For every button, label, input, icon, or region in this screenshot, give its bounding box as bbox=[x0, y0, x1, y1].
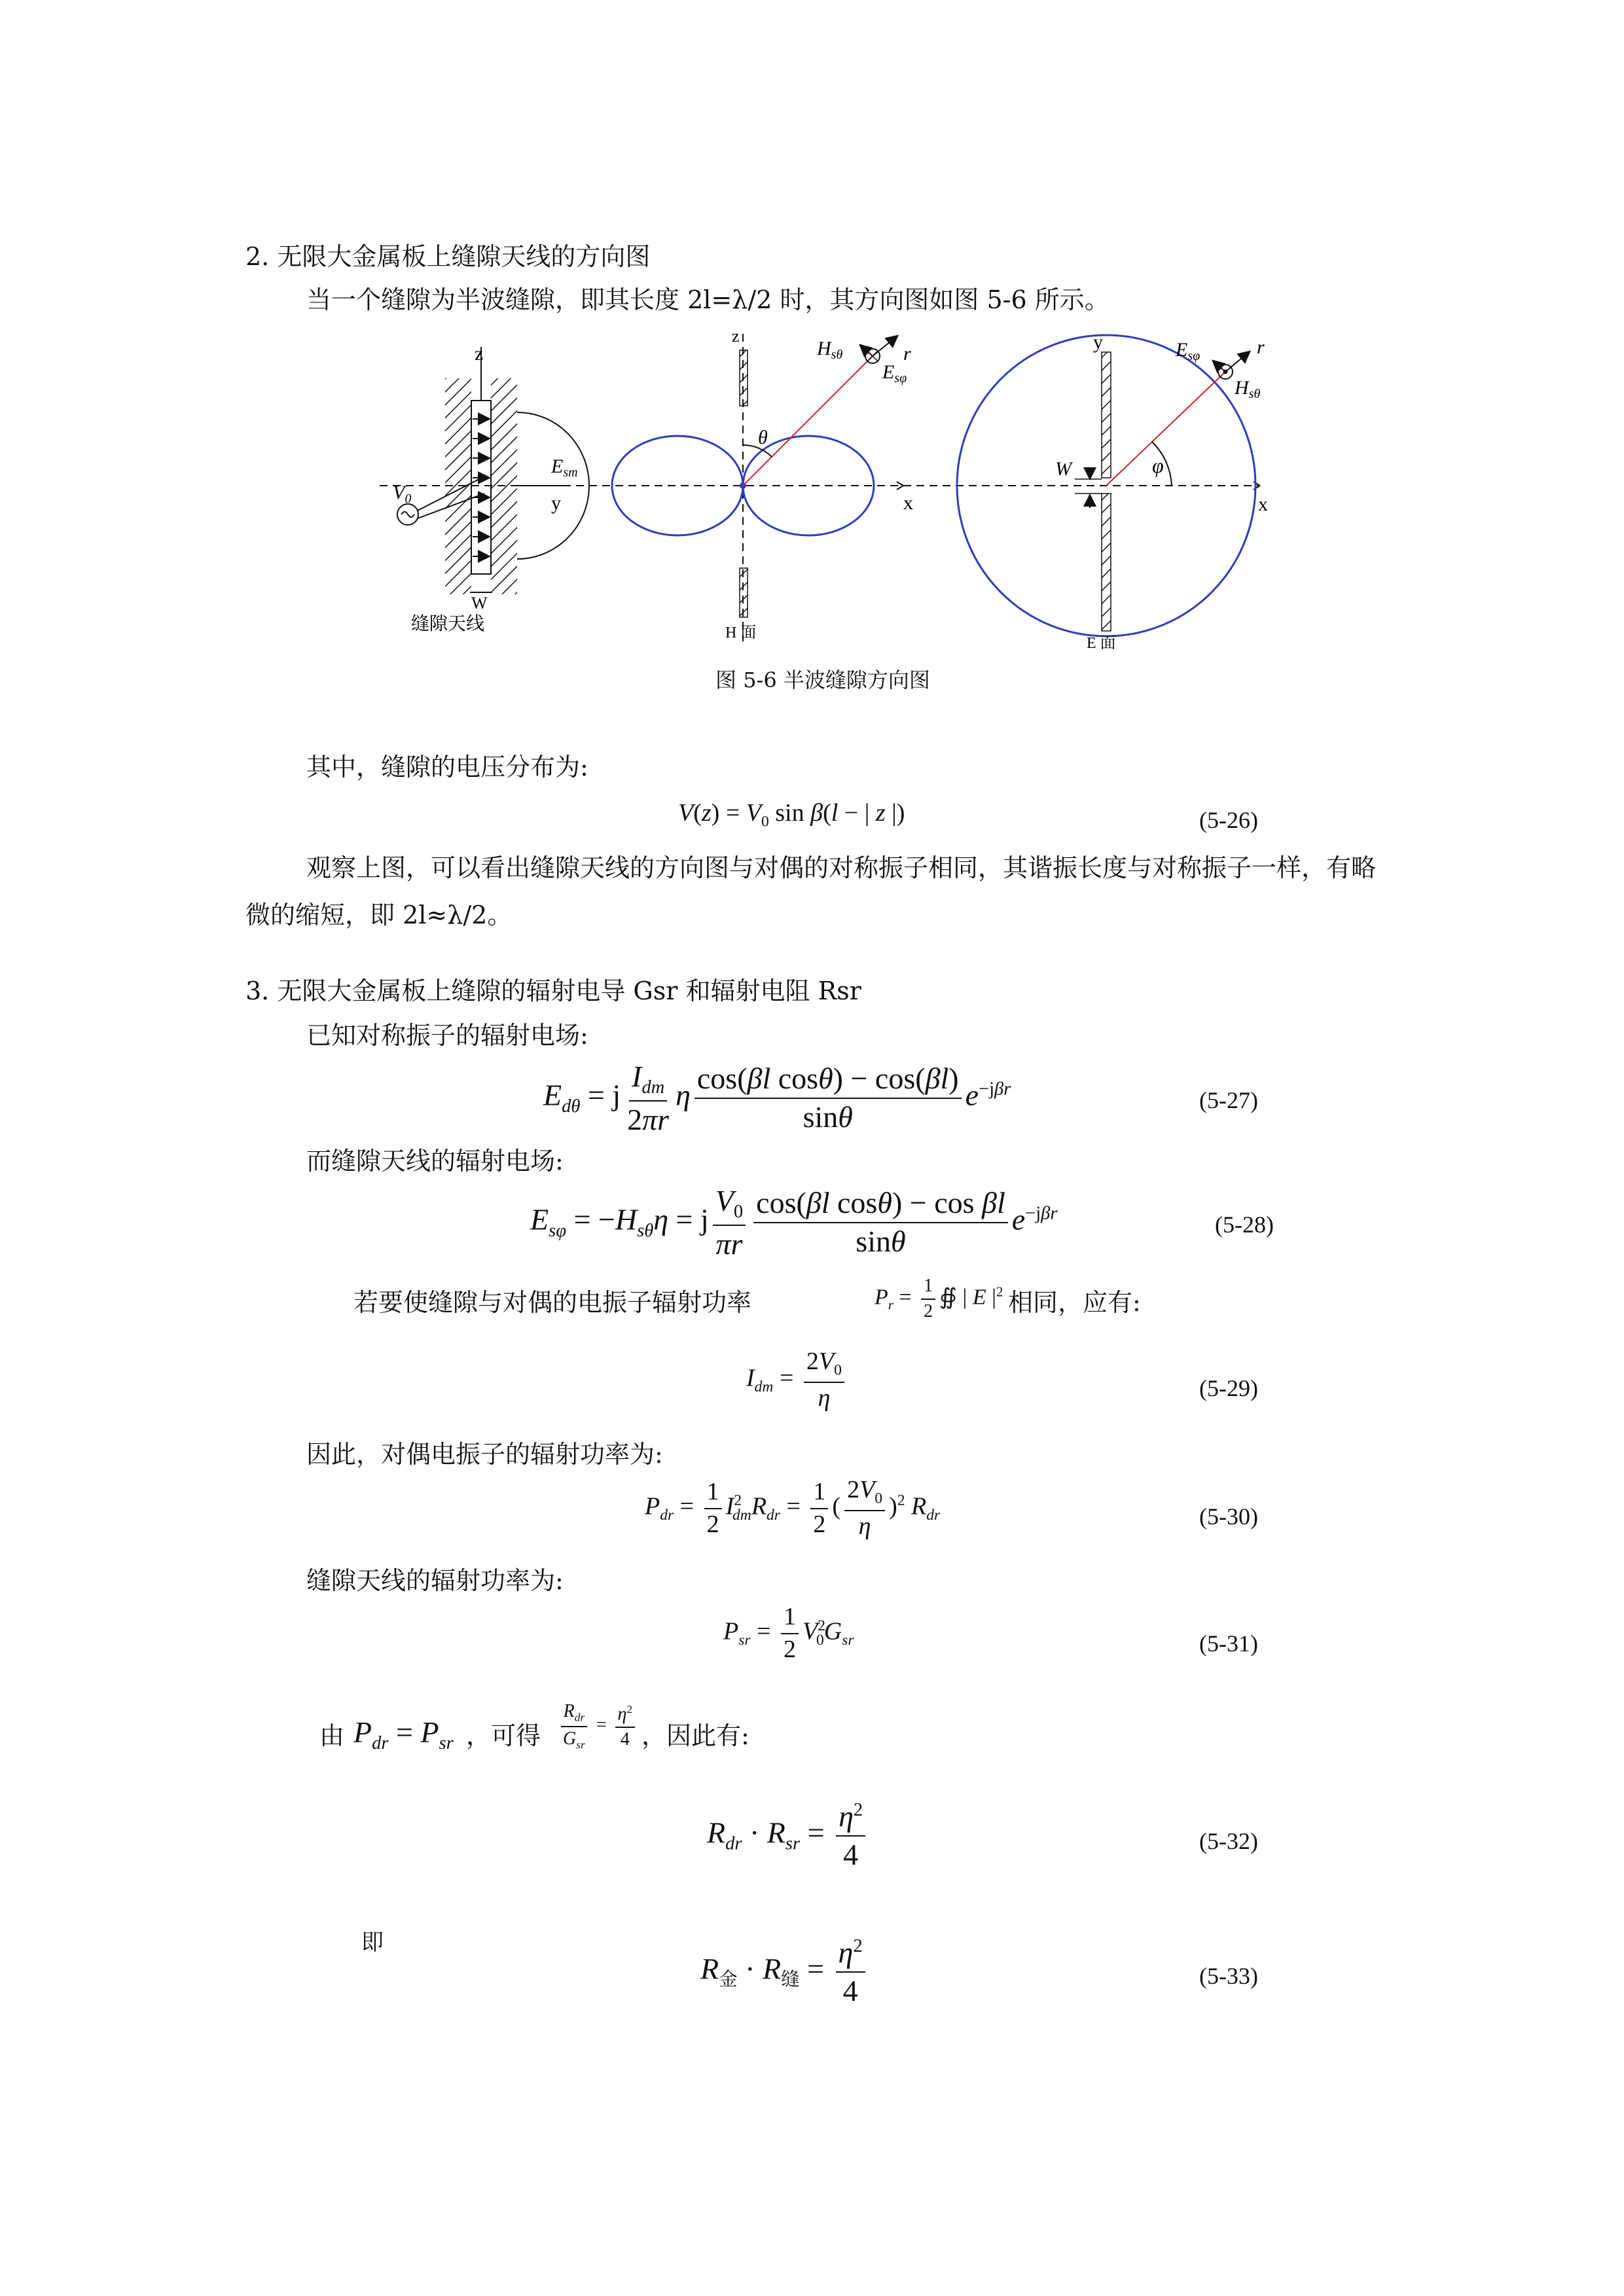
x-axis-label: x bbox=[1258, 493, 1268, 515]
theta-label: θ bbox=[758, 427, 768, 448]
equation-number: (5-29) bbox=[1199, 1375, 1258, 1401]
figure-5-6 bbox=[380, 327, 1296, 668]
observation-paragraph: 观察上图，可以看出缝隙天线的方向图与对偶的对称振子相同，其谐振长度与对称振子一样，有略微的缩短，即 2l≈λ/2。 bbox=[245, 853, 1377, 929]
equation-number: (5-30) bbox=[1199, 1503, 1258, 1530]
z-axis-label: z bbox=[475, 343, 484, 365]
e-plane-pattern bbox=[903, 331, 1268, 652]
equation-5-28: $E_{s\varphi} = -H_{s\theta}\eta = j$ $\frac{V_0}{\pi r}$ $\frac{\text{cos(βl cosθ) − cos βl}}{\sin\theta}$ $e^{-j\beta r}$ bbox=[530, 1184, 1058, 1261]
from-text-b: ，可得 bbox=[466, 1721, 541, 1750]
equation-5-29: $I_{dm}$ = $\frac{2V_0}{\eta}$ bbox=[746, 1348, 848, 1412]
esm-label: $E_{sm}$ bbox=[551, 456, 578, 480]
ratio-fraction: $\frac{R_{dr}}{G_{sr}}$ = $\frac{\eta^2}{4}$ bbox=[556, 1702, 639, 1751]
equation-5-27: $E_{d\theta} = j$ $\frac{I_{dm}}{2\pi r}$ η $\frac{\text{cos(βl cosθ) − cos(βl)}}{\sin\theta}$ $e^{-j\beta r}$ bbox=[543, 1060, 1011, 1136]
equation-5-32: $R_{dr} \cdot R_{sr}$ = $\frac{\eta^2}{4}$ bbox=[707, 1800, 869, 1872]
r-label: r bbox=[1257, 336, 1265, 358]
from-text-a: 由 bbox=[319, 1721, 345, 1750]
dipole-power-text: 因此，对偶电振子的辐射功率为: bbox=[306, 1440, 663, 1469]
e-plane-label: E 面 bbox=[1087, 635, 1116, 652]
phi-label: φ bbox=[1152, 454, 1164, 477]
e-field-label: $E_{s\varphi}$ bbox=[882, 361, 907, 386]
equation-number: (5-32) bbox=[1199, 1828, 1258, 1854]
slot-antenna-label: 缝隙天线 bbox=[411, 614, 485, 634]
power-text bbox=[353, 1288, 751, 1318]
equation-number: (5-31) bbox=[1199, 1630, 1258, 1657]
w-label: W bbox=[471, 594, 488, 613]
equation-number: (5-33) bbox=[1199, 1963, 1258, 1989]
slot-antenna-diagram bbox=[393, 343, 589, 634]
power-text-b: 相同，应有: bbox=[1008, 1288, 1141, 1317]
power-formula-fragment: $P_r$ = $\frac{1}{2}$ ∯ | E $|^2$ bbox=[875, 1276, 1003, 1321]
ji-text: 即 bbox=[361, 1929, 384, 1956]
x-axis-label: x bbox=[903, 492, 913, 514]
h-field-label: $H_{s\theta}$ bbox=[1235, 377, 1261, 401]
voltage-text: 其中，缝隙的电压分布为: bbox=[306, 753, 588, 781]
r-label: r bbox=[903, 343, 911, 365]
slot-field-text: 而缝隙天线的辐射电场: bbox=[306, 1147, 564, 1175]
section-heading: 3. 无限大金属板上缝隙的辐射电导 Gsr 和辐射电阻 Rsr bbox=[245, 977, 861, 1005]
equation-number: (5-27) bbox=[1199, 1087, 1258, 1113]
dipole-field-text: 已知对称振子的辐射电场: bbox=[306, 1021, 588, 1050]
equation-5-31: $P_{sr}$ = $\frac{1}{2}$ $V^2_0G_{sr}$ bbox=[723, 1603, 854, 1663]
y-axis-label: y bbox=[551, 492, 561, 514]
w-label: W bbox=[1055, 458, 1072, 480]
h-field-label: $H_{s\theta}$ bbox=[817, 338, 843, 362]
from-text-c: ，因此有: bbox=[641, 1721, 749, 1750]
slot-power-text: 缝隙天线的辐射功率为: bbox=[306, 1566, 564, 1595]
h-plane-label: H 面 bbox=[725, 624, 757, 641]
equation-5-30: $P_{dr}$ = $\frac{1}{2}$ $I^2_{dm}R_{dr}$ = $\frac{1}{2}$ ( $\frac{2V_0}{\eta}$ )$^2$ $R_{dr}$ bbox=[645, 1476, 941, 1540]
y-axis-label: y bbox=[1093, 331, 1103, 353]
intro-paragraph: 当一个缝隙为半波缝隙，即其长度 2l=λ/2 时，其方向图如图 5-6 所示。 bbox=[306, 285, 1110, 314]
v0-label: $V_0$ bbox=[393, 482, 412, 506]
power-text-a: 若要使缝隙与对偶的电振子辐射功率 bbox=[353, 1288, 752, 1317]
pdr-equals-psr: $P_{dr} = P_{sr}$ bbox=[353, 1715, 454, 1754]
z-axis-label: z bbox=[732, 327, 740, 346]
equation-number: (5-28) bbox=[1215, 1211, 1274, 1238]
figure-caption: 图 5-6 半波缝隙方向图 bbox=[715, 668, 930, 692]
equation-number: (5-26) bbox=[1199, 807, 1258, 833]
section-heading: 2. 无限大金属板上缝隙天线的方向图 bbox=[245, 242, 651, 271]
e-field-label: $E_{s\varphi}$ bbox=[1176, 339, 1200, 363]
equation-5-33: $R_金 \cdot R_缝$ = $\frac{\eta^2}{4}$ bbox=[700, 1936, 869, 2008]
equation-5-26: $V(z) = V_0$ sin β(l − | z |) bbox=[678, 799, 905, 831]
